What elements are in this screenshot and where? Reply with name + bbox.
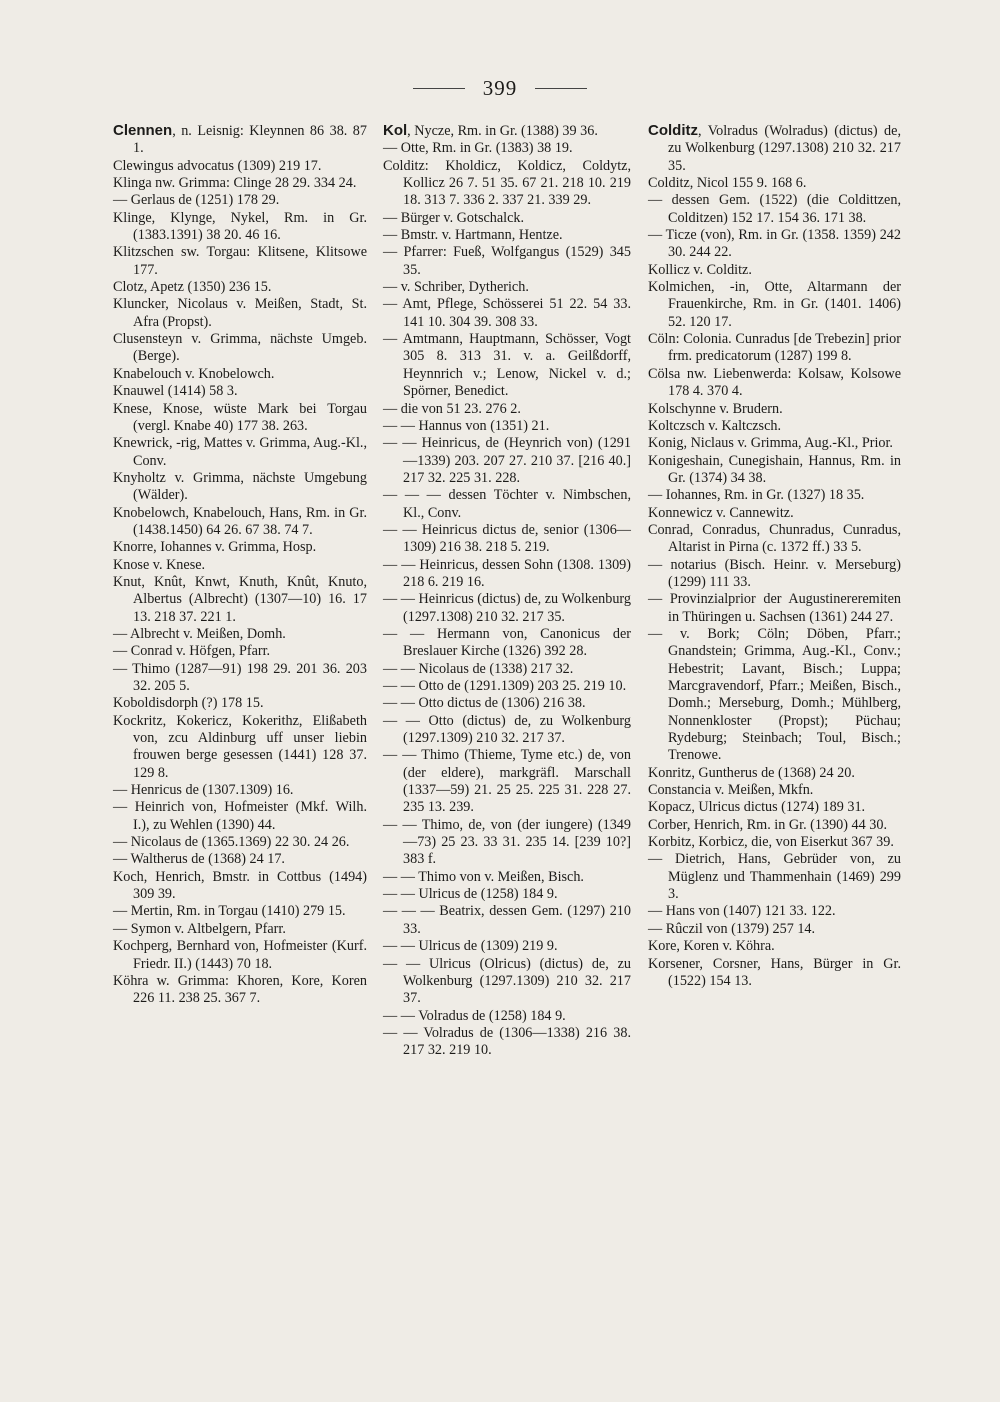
index-entry: — — — dessen Töchter v. Nimbschen, Kl., Conv. [383, 487, 631, 521]
index-entry: Koch, Henrich, Bmstr. in Cottbus (1494) 309 39. [113, 868, 367, 903]
index-entry: — Heinrich von, Hofmeister (Mkf. Wilh. I.), zu Wehlen (1390) 44. [113, 799, 367, 833]
index-entry: Colditz, Nicol 155 9. 168 6. [648, 175, 807, 192]
index-entry: — Nicolaus de (1365.1369) 22 30. 24 26. [113, 834, 350, 851]
index-entry: Kockritz, Kokericz, Kokerithz, Elißabeth von, zcu Aldinburg uff unser liebin frouwen berge gesessen (1441) 128 37. 129 8. [113, 712, 367, 781]
index-entry: Konigeshain, Cunegishain, Hannus, Rm. in Gr. (1374) 34 38. [648, 452, 901, 486]
index-entry: — Bmstr. v. Hartmann, Hentze. [383, 227, 563, 244]
index-entry: — — Otto dictus de (1306) 216 38. [383, 695, 586, 712]
index-entry: — Iohannes, Rm. in Gr. (1327) 18 35. [648, 487, 865, 504]
index-entry: Koboldisdorph (?) 178 15. [113, 695, 264, 712]
index-entry: Korsener, Corsner, Hans, Bürger in Gr. (1522) 154 13. [648, 955, 901, 989]
index-entry: Kolmichen, -in, Otte, Altarmann der Frauenkirche, Rm. in Gr. (1401. 1406) 52. 120 17. [648, 279, 901, 330]
index-entry: Knose v. Knese. [113, 556, 206, 573]
index-entry: Knorre, Iohannes v. Grimma, Hosp. [113, 539, 317, 556]
index-entry: — — Hannus von (1351) 21. [383, 417, 550, 434]
index-entry: — Gerlaus de (1251) 178 29. [113, 192, 280, 209]
page-number: 399 [482, 76, 518, 100]
index-entry: — dessen Gem. (1522) (die Coldittzen, Colditzen) 152 17. 154 36. 171 38. [648, 192, 901, 226]
index-entry: Kluncker, Nicolaus v. Meißen, Stadt, St. Afra (Propst). [113, 296, 367, 330]
index-entry: — — Volradus de (1306—1338) 216 38. 217 32. 219 10. [383, 1024, 631, 1059]
index-entry: Clotz, Apetz (1350) 236 15. [113, 279, 272, 296]
index-entry: — die von 51 23. 276 2. [383, 400, 521, 417]
index-column-1 [113, 122, 367, 1008]
index-entry: — Bürger v. Gotschalck. [383, 209, 525, 226]
index-entry: — Pfarrer: Fueß, Wolfgangus (1529) 345 35. [383, 244, 631, 278]
index-entry: — — Volradus de (1258) 184 9. [383, 1007, 566, 1024]
index-entry: — Otte, Rm. in Gr. (1383) 38 19. [383, 140, 573, 157]
index-entry: Knauwel (1414) 58 3. [113, 383, 238, 400]
index-entry: — Provinzialprior der Augustinereremiten in Thüringen u. Sachsen (1361) 244 27. [648, 591, 901, 625]
index-entry: — — Thimo (Thieme, Tyme etc.) de, von (der eldere), markgräfl. Marschall (1337—59) 21. 25 25. 225 31. 228 27. 235 13. 239. [383, 747, 631, 816]
index-entry: Kochperg, Bernhard von, Hofmeister (Kurf. Friedr. II.) (1443) 70 18. [113, 938, 367, 972]
headword: Clennen [113, 122, 173, 139]
index-entry: — — Otto de (1291.1309) 203 25. 219 10. [383, 678, 627, 694]
headword: Colditz [648, 122, 698, 139]
index-entry: — Dietrich, Hans, Gebrüder von, zu Müglenz und Thammenhain (1469) 299 3. [648, 851, 901, 903]
index-entry: — — Heinricus, dessen Sohn (1308. 1309) 218 6. 219 16. [383, 556, 631, 590]
index-entry: — Thimo (1287—91) 198 29. 201 36. 203 32. 205 5. [113, 660, 367, 694]
index-entry: Cöln: Colonia. Cunradus [de Trebezin] prior frm. predicatorum (1287) 199 8. [648, 331, 901, 365]
index-entry: Konnewicz v. Cannewitz. [648, 504, 794, 521]
index-entry: — — Heinricus (dictus) de, zu Wolkenburg (1297.1308) 210 32. 217 35. [383, 591, 631, 625]
index-entry: — — Ulricus de (1309) 219 9. [383, 938, 558, 955]
index-entry: — — Heinricus dictus de, senior (1306—1309) 216 38. 218 5. 219. [383, 521, 631, 556]
index-entry: — — Nicolaus de (1338) 217 32. [383, 660, 574, 677]
index-entry: Knese, Knose, wüste Mark bei Torgau (vergl. Knabe 40) 177 38. 263. [113, 400, 367, 434]
index-column-2 [383, 122, 631, 1060]
index-entry: Konig, Niclaus v. Grimma, Aug.-Kl., Prior. [648, 435, 893, 452]
index-entry: Köhra w. Grimma: Khoren, Kore, Koren 226 11. 238 25. 367 7. [113, 972, 367, 1007]
header-rule-right [535, 88, 587, 89]
index-entry: Koltczsch v. Kaltczsch. [648, 417, 782, 434]
index-entry: Konritz, Guntherus de (1368) 24 20. [648, 764, 855, 781]
index-entry: Clennen, n. Leisnig: Kleynnen 86 38. 87 1. [113, 122, 367, 157]
index-entry: Knewrick, -rig, Mattes v. Grimma, Aug.-Kl., Conv. [113, 435, 367, 469]
index-column-3 [648, 122, 901, 990]
index-entry: Colditz, Volradus (Wolradus) (dictus) de, zu Wolkenburg (1297.1308) 210 32. 217 35. [648, 122, 901, 174]
index-entry: Kopacz, Ulricus dictus (1274) 189 31. [648, 799, 866, 816]
index-entry: — Rûczil von (1379) 257 14. [648, 920, 816, 937]
index-entry: Kore, Koren v. Köhra. [648, 938, 775, 955]
index-entry: — Symon v. Altbelgern, Pfarr. [113, 920, 286, 937]
index-entry: Colditz: Kholdicz, Koldicz, Coldytz, Kollicz 26 7. 51 35. 67 21. 218 10. 219 18. 313 7. 336 2. 337 21. 339 29. [383, 157, 631, 209]
index-entry: — Albrecht v. Meißen, Domh. [113, 625, 286, 642]
index-entry: Kol, Nycze, Rm. in Gr. (1388) 39 36. [383, 122, 598, 139]
index-entry: — notarius (Bisch. Heinr. v. Merseburg) (1299) 111 33. [648, 556, 901, 590]
index-entry: — — Hermann von, Canonicus der Breslauer Kirche (1326) 392 28. [383, 625, 631, 660]
index-entry: Klitzschen sw. Torgau: Klitsene, Klitsowe 177. [113, 244, 367, 278]
page-header [0, 76, 1000, 101]
index-entry: — Conrad v. Höfgen, Pfarr. [113, 643, 271, 660]
index-entry: Constancia v. Meißen, Mkfn. [648, 782, 814, 799]
index-entry: — — Thimo von v. Meißen, Bisch. [383, 868, 584, 885]
index-entry: — Amtmann, Hauptmann, Schösser, Vogt 305 8. 313 31. v. a. Geilßdorff, Heynnrich v.; Lenow, Nickel v. d.; Spörner, Benedict. [383, 331, 631, 400]
index-entry: — — Otto (dictus) de, zu Wolkenburg (1297.1309) 210 32. 217 37. [383, 712, 631, 747]
index-entry: Knut, Knût, Knwt, Knuth, Knût, Knuto, Albertus (Albrecht) (1307—10) 16. 17 13. 218 37. 221 1. [113, 573, 367, 625]
index-entry: — — — Beatrix, dessen Gem. (1297) 210 33. [383, 903, 631, 937]
header-rule-left [413, 88, 465, 89]
index-entry: — Hans von (1407) 121 33. 122. [648, 903, 836, 920]
index-entry: Knabelouch v. Knobelowch. [113, 365, 275, 382]
index-entry: Cölsa nw. Liebenwerda: Kolsaw, Kolsowe 178 4. 370 4. [648, 365, 901, 400]
index-entry: Knobelowch, Knabelouch, Hans, Rm. in Gr. (1438.1450) 64 26. 67 38. 74 7. [113, 504, 367, 538]
index-entry: Klinga nw. Grimma: Clinge 28 29. 334 24. [113, 175, 357, 192]
index-entry: — — Heinricus, de (Heynrich von) (1291—1339) 203. 207 27. 210 37. [216 40.] 217 32. 225 31. 228. [383, 435, 631, 486]
index-entry: — Amt, Pflege, Schösserei 51 22. 54 33. 141 10. 304 39. 308 33. [383, 296, 631, 330]
index-entry: Clewingus advocatus (1309) 219 17. [113, 157, 322, 174]
index-entry: — — Thimo, de, von (der iungere) (1349—73) 25 23. 33 31. 235 14. [239 10?] 383 f. [383, 816, 631, 868]
index-entry: — Waltherus de (1368) 24 17. [113, 851, 285, 868]
index-entry: — — Ulricus (Olricus) (dictus) de, zu Wolkenburg (1297.1309) 210 32. 217 37. [383, 955, 631, 1007]
index-entry: Kollicz v. Colditz. [648, 261, 752, 278]
index-entry: Kolschynne v. Brudern. [648, 400, 783, 417]
index-entry: — Ticze (von), Rm. in Gr. (1358. 1359) 242 30. 244 22. [648, 227, 901, 261]
index-entry: Korbitz, Korbicz, die, von Eiserkut 367 39. [648, 834, 894, 851]
index-entry: Knyholtz v. Grimma, nächste Umgebung (Wälder). [113, 469, 367, 504]
index-entry: Corber, Henrich, Rm. in Gr. (1390) 44 30. [648, 816, 888, 833]
index-entry: — v. Schriber, Dytherich. [383, 279, 529, 296]
index-entry: — — Ulricus de (1258) 184 9. [383, 886, 558, 903]
index-entry: — Henricus de (1307.1309) 16. [113, 782, 294, 799]
index-entry: — v. Bork; Cöln; Döben, Pfarr.; Gnandstein; Grimma, Aug.-Kl., Conv.; Hebestrit; Lavant, Bisch.; Luppa; Marcgravendorf, Pfarr.; Meißen, Bisch., Domh.; Merseburg, Domh.; Mühlberg, Nonnenkloster (Propst); Püchau; Rydeburg; Steinbach; Toul, Bisch.; Trenowe. [648, 625, 901, 764]
index-entry: — Mertin, Rm. in Torgau (1410) 279 15. [113, 903, 346, 920]
index-entry: Conrad, Conradus, Chunradus, Cunradus, Altarist in Pirna (c. 1372 ff.) 33 5. [648, 521, 901, 556]
index-entry: Klinge, Klynge, Nykel, Rm. in Gr. (1383.1391) 38 20. 46 16. [113, 209, 367, 244]
index-entry: Clusensteyn v. Grimma, nächste Umgeb. (Berge). [113, 331, 367, 365]
headword: Kol [383, 122, 408, 139]
